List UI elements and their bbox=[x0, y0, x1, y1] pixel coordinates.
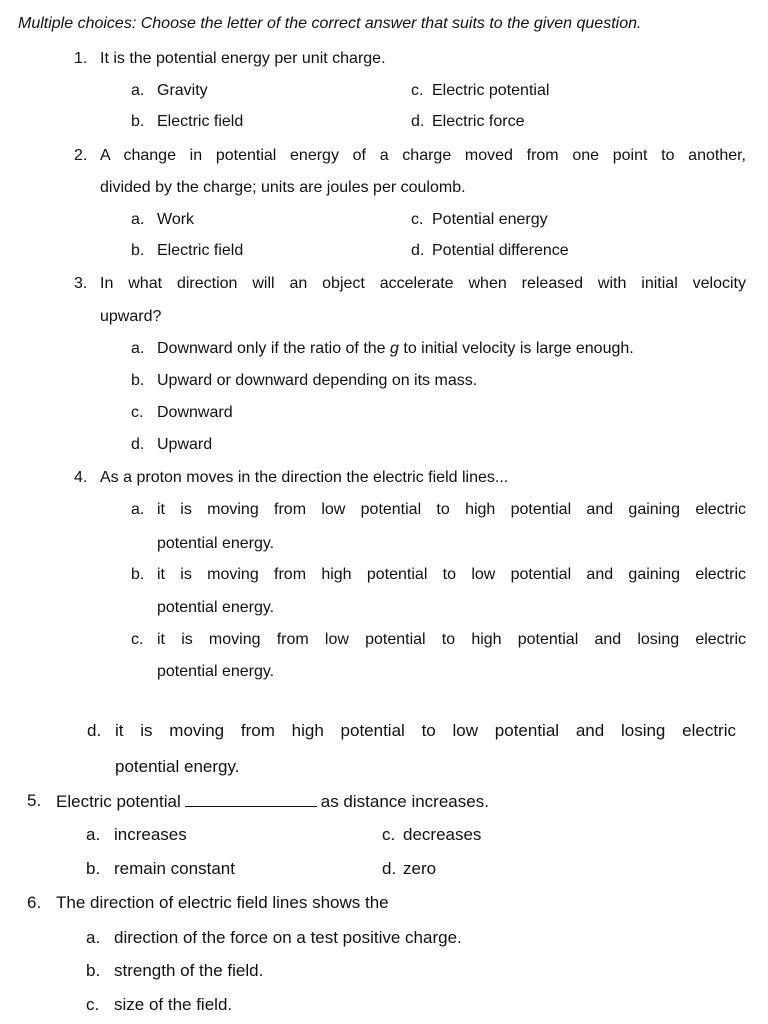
instructions-heading: Multiple choices: Choose the letter of the correct answer that suits to the given question. bbox=[18, 15, 642, 32]
q1-option-c-text: Electric potential bbox=[432, 82, 550, 99]
q2-option-a-letter: a. bbox=[131, 211, 145, 228]
question-3-text-line1: In what direction will an object accelerate when released with initial velocity bbox=[100, 275, 746, 292]
q4-option-c-line2: potential energy. bbox=[157, 663, 275, 680]
q3-option-d-text: Upward bbox=[157, 436, 213, 453]
q4-option-d-line2: potential energy. bbox=[115, 757, 240, 776]
q4-option-b-line2: potential energy. bbox=[157, 599, 275, 616]
q1-option-b-text: Electric field bbox=[157, 113, 244, 130]
q6-option-b-text: strength of the field. bbox=[114, 961, 264, 980]
q2-option-d-text: Potential difference bbox=[432, 242, 569, 259]
question-3-number: 3. bbox=[74, 275, 88, 292]
question-2-text-line2: divided by the charge; units are joules per coulomb. bbox=[100, 179, 466, 196]
q4-option-b-line1: it is moving from high potential to low potential and gaining electric bbox=[157, 566, 746, 583]
q2-option-c-letter: c. bbox=[411, 211, 424, 228]
q4-option-a-line2: potential energy. bbox=[157, 535, 275, 552]
q4-option-d-letter: d. bbox=[87, 721, 102, 740]
variable-g: g bbox=[390, 340, 399, 357]
q6-option-c-text: size of the field. bbox=[114, 995, 233, 1014]
q1-option-b-letter: b. bbox=[131, 113, 145, 130]
q5-option-a-text: increases bbox=[114, 825, 187, 844]
q5-option-a-letter: a. bbox=[86, 825, 101, 844]
q4-option-d-line1: it is moving from high potential to low potential and losing electric bbox=[115, 721, 736, 740]
question-5-number: 5. bbox=[27, 791, 42, 810]
q2-option-c-text: Potential energy bbox=[432, 211, 548, 228]
q1-option-c-letter: c. bbox=[411, 82, 424, 99]
question-6-text: The direction of electric field lines shows the bbox=[56, 893, 389, 912]
q3-option-b-letter: b. bbox=[131, 372, 145, 389]
q5-option-d-text: zero bbox=[403, 859, 437, 878]
q1-option-a-letter: a. bbox=[131, 82, 145, 99]
question-5-text bbox=[56, 792, 489, 810]
q2-option-d-letter: d. bbox=[411, 242, 425, 259]
question-1-number: 1. bbox=[74, 50, 88, 67]
q1-option-d-letter: d. bbox=[411, 113, 425, 130]
q4-option-a-line1: it is moving from low potential to high potential and gaining electric bbox=[157, 501, 746, 518]
q5-option-b-text: remain constant bbox=[114, 859, 235, 878]
question-6-number: 6. bbox=[27, 893, 42, 912]
q1-option-a-text: Gravity bbox=[157, 82, 208, 99]
q2-option-b-letter: b. bbox=[131, 242, 145, 259]
q3-option-a-text: Downward only if the ratio of the g to initial velocity is large enough. bbox=[157, 340, 634, 357]
q5-option-c-text: decreases bbox=[403, 825, 482, 844]
q3-option-c-letter: c. bbox=[131, 404, 144, 421]
q3-option-a-letter: a. bbox=[131, 340, 145, 357]
question-1-text: It is the potential energy per unit charge. bbox=[100, 50, 386, 67]
q4-option-c-letter: c. bbox=[131, 631, 144, 648]
question-4-number: 4. bbox=[74, 469, 88, 486]
q4-option-c-line1: it is moving from low potential to high potential and losing electric bbox=[157, 631, 746, 648]
q4-option-a-letter: a. bbox=[131, 501, 145, 518]
q3-option-d-letter: d. bbox=[131, 436, 145, 453]
question-3-text-line2: upward? bbox=[100, 308, 162, 325]
answer-blank bbox=[185, 792, 317, 807]
q3-option-c-text: Downward bbox=[157, 404, 233, 421]
q5-option-b-letter: b. bbox=[86, 859, 101, 878]
q3-option-b-text: Upward or downward depending on its mass. bbox=[157, 372, 478, 389]
q5-option-c-letter: c. bbox=[382, 825, 396, 844]
q2-option-b-text: Electric field bbox=[157, 242, 244, 259]
question-4-text: As a proton moves in the direction the electric field lines... bbox=[100, 469, 509, 486]
q5-option-d-letter: d. bbox=[382, 859, 397, 878]
q2-option-a-text: Work bbox=[157, 211, 195, 228]
q4-option-b-letter: b. bbox=[131, 566, 145, 583]
q1-option-d-text: Electric force bbox=[432, 113, 525, 130]
q6-option-a-letter: a. bbox=[86, 928, 101, 947]
question-2-text-line1: A change in potential energy of a charge moved from one point to another, bbox=[100, 147, 746, 164]
q6-option-b-letter: b. bbox=[86, 961, 101, 980]
question-5-text-pre: Electric potential bbox=[56, 792, 181, 811]
q6-option-a-text: direction of the force on a test positive charge. bbox=[114, 928, 462, 947]
q6-option-c-letter: c. bbox=[86, 995, 100, 1014]
question-5-text-post: as distance increases. bbox=[320, 792, 489, 811]
question-2-number: 2. bbox=[74, 147, 88, 164]
